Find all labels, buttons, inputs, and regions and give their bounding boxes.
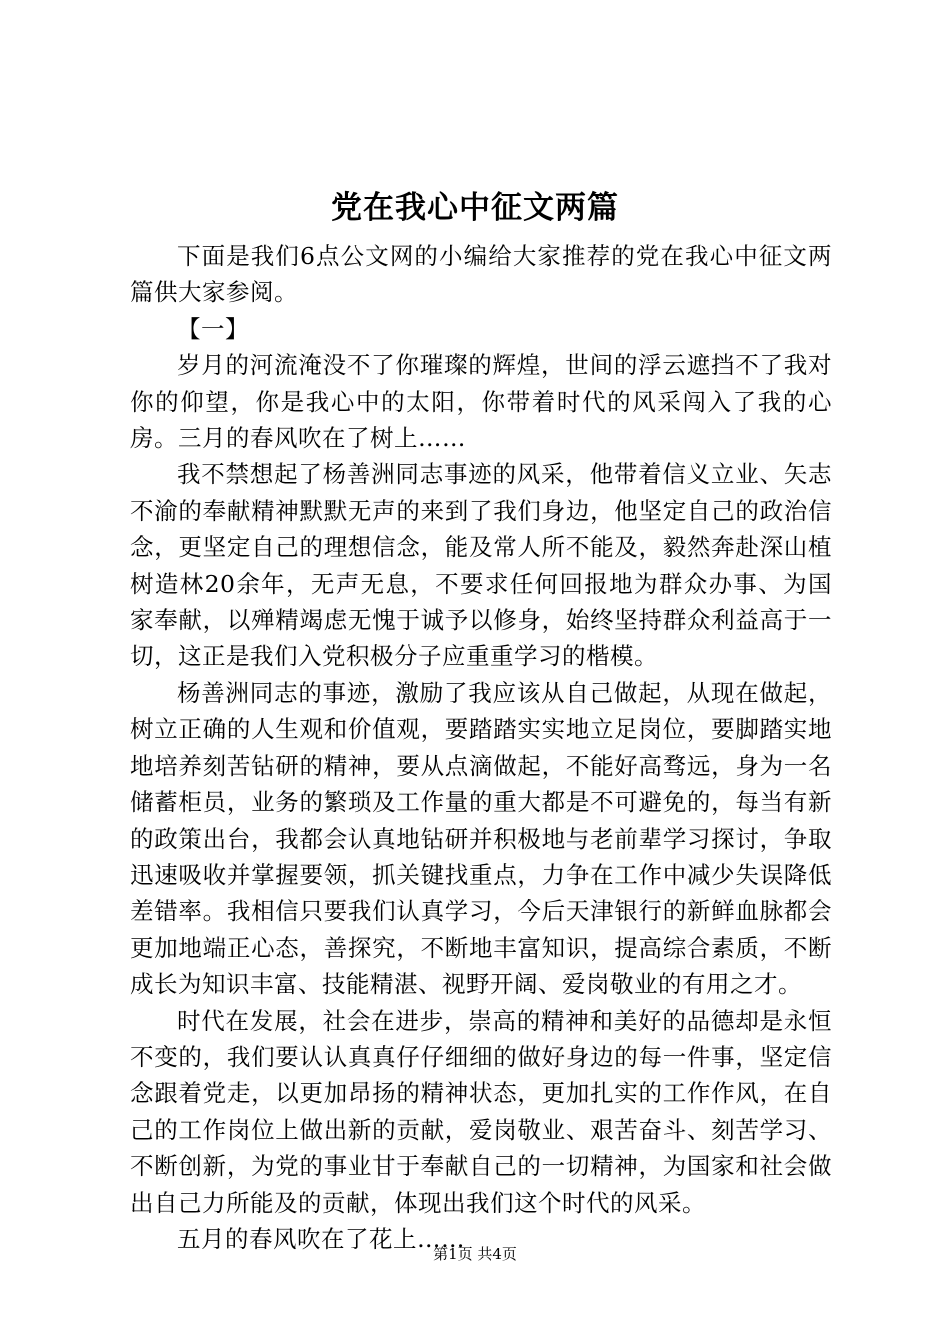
body-paragraph: 杨善洲同志的事迹，激励了我应该从自己做起，从现在做起，树立正确的人生观和价值观，要踏踏实实地立足岗位，要脚踏实地地培养刻苦钻研的精神，要从点滴做起，不能好高骛远，身为一名储蓄柜员，业务的繁琐及工作量的重大都是不可避免的，每当有新的政策出台，我都会认真地钻研并积极地与老前辈学习探讨，争取迅速吸收并掌握要领，抓关键找重点，力争在工作中减少失误降低差错率。我相信只要我们认真学习，今后天津银行的新鲜血脉都会更加地端正心态，善探究，不断地丰富知识，提高综合素质，不断成长为知识丰富、技能精湛、视野开阔、爱岗敬业的有用之才。 [130, 678, 832, 999]
intro-paragraph: 下面是我们6点公文网的小编给大家推荐的党在我心中征文两篇供大家参阅。 [130, 242, 832, 307]
body-paragraph: 时代在发展，社会在进步，崇高的精神和美好的品德却是永恒不变的，我们要认认真真仔仔细细的做好身边的每一件事，坚定信念跟着党走，以更加昂扬的精神状态，更加扎实的工作作风，在自己的工作岗位上做出新的贡献，爱岗敬业、艰苦奋斗、刻苦学习、不断创新，为党的事业甘于奉献自己的一切精神，为国家和社会做出自己力所能及的贡献，体现出我们这个时代的风采。 [130, 1006, 832, 1217]
document-title: 党在我心中征文两篇 [331, 190, 619, 226]
body-paragraph: 我不禁想起了杨善洲同志事迹的风采，他带着信义立业、矢志不渝的奉献精神默默无声的来到了我们身边，他坚定自己的政治信念，更坚定自己的理想信念，能及常人所不能及，毅然奔赴深山植树造林20余年，无声无息，不要求任何回报地为群众办事、为国家奉献，以殚精竭虑无愧于诚予以修身，始终坚持群众利益高于一切，这正是我们入党积极分子应重重学习的楷模。 [130, 460, 832, 671]
body-paragraph: 五月的春风吹在了花上…… [177, 1224, 465, 1253]
page-number-footer: 第1页 共4页 [433, 1245, 517, 1263]
body-paragraph: 岁月的河流淹没不了你璀璨的辉煌，世间的浮云遮挡不了我对你的仰望，你是我心中的太阳，你带着时代的风采闯入了我的心房。三月的春风吹在了树上…… [130, 351, 832, 453]
document-body [130, 238, 832, 1257]
section-heading: 【一】 [177, 314, 249, 343]
